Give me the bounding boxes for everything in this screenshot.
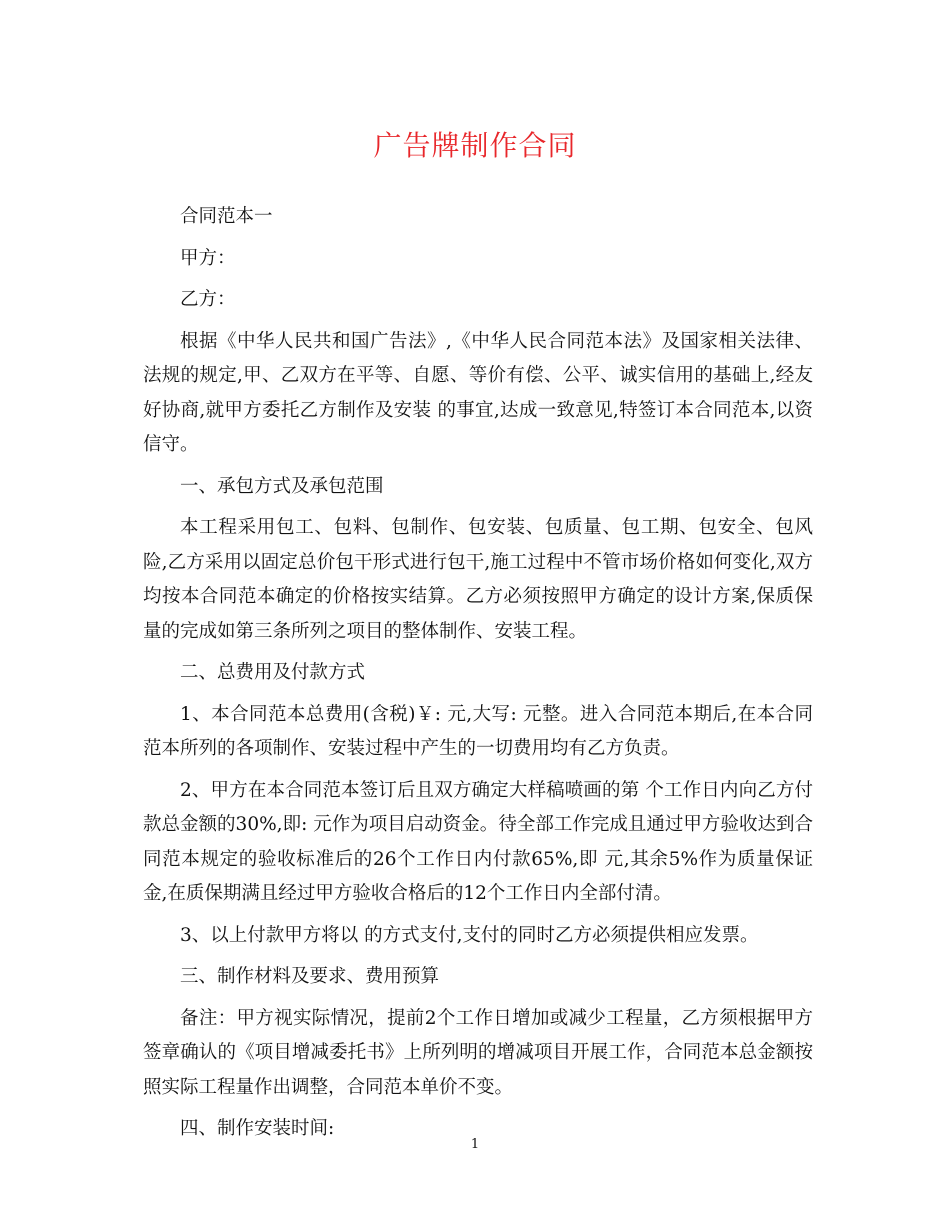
paragraph-party-b: 乙方：: [180, 289, 236, 310]
section-heading-3: 三、制作材料及要求、费用预算: [180, 966, 440, 987]
paragraph-contract-template: 合同范本一: [180, 206, 273, 227]
section-heading-4: 四、制作安装时间:: [180, 1118, 335, 1139]
paragraph-preamble: 根据《中华人民共和国广告法》,《中华人民合同范本法》及国家相关法律、法规的规定,甲、乙双方在平等、自愿、等价有偿、公平、诚实信用的基础上,经友好协商,就甲方委托乙方制作及安装 的事宜,达成一致意见,特签订本合同范本,以资信守。: [143, 330, 813, 455]
paragraph-payment-1: 1、本合同范本总费用(含税)￥: 元,大写: 元整。进入合同范本期后,在本合同范本所列的各项制作、安装过程中产生的一切费用均有乙方负责。: [143, 703, 813, 759]
section-heading-2: 二、总费用及付款方式: [180, 662, 366, 683]
paragraph-payment-2: 2、甲方在本合同范本签订后且双方确定大样稿喷画的第 个工作日内向乙方付款总金额的30%,即: 元作为项目启动资金。待全部工作完成且通过甲方验收达到合同范本规定的验收标准后的26个工作日内付款65%,即 元,其余5%作为质量保证金,在质保期满且经过甲方验收合格后的12个工作日内全部付清。: [143, 779, 813, 904]
paragraph-payment-3: 3、以上付款甲方将以 的方式支付,支付的同时乙方必须提供相应发票。: [180, 924, 759, 946]
paragraph-scope: 本工程采用包工、包料、包制作、包安装、包质量、包工期、包安全、包风险,乙方采用以固定总价包干形式进行包干,施工过程中不管市场价格如何变化,双方均按本合同范本确定的价格按实结算。乙方必须按照甲方确定的设计方案,保质保量的完成如第三条所列之项目的整体制作、安装工程。: [143, 517, 813, 642]
section-heading-1: 一、承包方式及承包范围: [180, 475, 384, 497]
paragraph-remarks: 备注：甲方视实际情况，提前2个工作日增加或减少工程量，乙方须根据甲方签章确认的《项目增减委托书》上所列明的增减项目开展工作，合同范本总金额按照实际工程量作出调整，合同范本单价不变。: [143, 1007, 813, 1098]
paragraph-party-a: 甲方：: [180, 247, 236, 269]
document-body: [143, 200, 813, 1154]
document-title: 广告牌制作合同: [373, 129, 577, 162]
page-number: 1: [470, 1137, 480, 1152]
